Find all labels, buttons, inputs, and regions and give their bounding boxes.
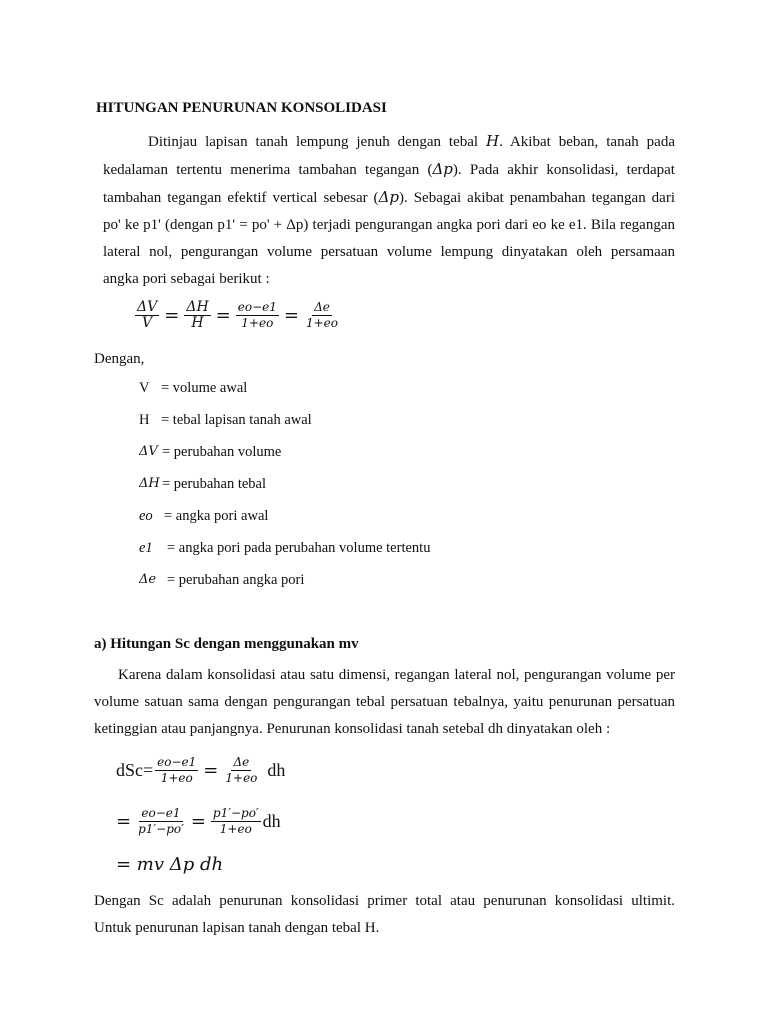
equation-lhs: dSc= xyxy=(116,760,154,780)
equation-dh: dh xyxy=(262,811,281,831)
equation-dsc xyxy=(116,755,285,786)
paragraph-line-2: volume satuan sama dengan pengurangan tebal persatuan tebalnya, yaitu penurunan persatuan xyxy=(94,694,675,710)
equals-sign: = xyxy=(116,811,132,832)
equation-pressure-form xyxy=(116,806,281,837)
fraction-dh-h: $\frac{\Delta H}{H}$ xyxy=(186,299,209,331)
fraction-e0-e1: $\frac{eo-e1}{1+eo}$ xyxy=(237,300,277,330)
paragraph-consolidation xyxy=(94,662,675,743)
fraction-de: $\frac{\Delta e}{1+eo}$ xyxy=(305,300,338,330)
definition-item: e1 = angka pori pada perubahan volume tertentu xyxy=(139,540,431,556)
equals-sign: = xyxy=(203,760,219,781)
intro-line-6: angka pori sebagai berikut : xyxy=(103,271,270,287)
intro-line-3: tambahan tegangan efektif vertical sebesar (Δp). Sebagai akibat penambahan tegangan dari xyxy=(103,188,675,206)
definition-item: H = tebal lapisan tanah awal xyxy=(139,412,312,428)
definition-item: eo = angka pori awal xyxy=(139,508,269,524)
definitions-list xyxy=(139,380,430,604)
fraction-e0-e1-over-p: $\frac{eo-e1}{p1'-po'}$ xyxy=(138,806,184,836)
intro-paragraph xyxy=(103,128,675,293)
paragraph-line-1: Karena dalam konsolidasi atau satu dimensi, regangan lateral nol, pengurangan volume per xyxy=(118,667,675,683)
definition-item: ΔH = perubahan tebal xyxy=(139,476,266,492)
fraction-p-over-e: $\frac{p1'-po'}{1+eo}$ xyxy=(212,806,259,836)
definition-item: V = volume awal xyxy=(139,380,248,396)
intro-line-4: po' ke p1' (dengan p1' = po' + Δp) terjadi pengurangan angka pori dari eo ke e1. Bila regangan xyxy=(103,217,675,233)
fraction-e0-e1: $\frac{eo-e1}{1+eo}$ xyxy=(157,755,197,785)
paragraph-sc-definition xyxy=(94,888,675,942)
equals-sign: = xyxy=(164,305,180,326)
intro-line-2: kedalaman tertentu menerima tambahan tegangan (Δp). Pada akhir konsolidasi, terdapat xyxy=(103,160,675,178)
fraction-dv-v: $\frac{\Delta V}{V}$ xyxy=(137,299,158,331)
intro-line-1: Ditinjau lapisan tanah lempung jenuh dengan tebal H. Akibat beban, tanah pada xyxy=(148,132,675,150)
paragraph-line-1: Dengan Sc adalah penurunan konsolidasi primer total atau penurunan konsolidasi ultimit. xyxy=(94,893,675,909)
fraction-de: $\frac{\Delta e}{1+eo}$ xyxy=(225,755,258,785)
equals-sign: = xyxy=(215,305,231,326)
equation-mv: = mv Δp dh xyxy=(116,854,224,875)
page-title: HITUNGAN PENURUNAN KONSOLIDASI xyxy=(96,100,387,116)
equals-sign: = xyxy=(190,811,206,832)
section-heading-a: a) Hitungan Sc dengan menggunakan mv xyxy=(94,636,359,652)
equals-sign: = xyxy=(283,305,299,326)
equation-dh: dh xyxy=(267,760,286,780)
paragraph-line-2: Untuk penurunan lapisan tanah dengan tebal H. xyxy=(94,920,380,936)
intro-line-5: lateral nol, pengurangan volume persatuan volume lempung dinyatakan oleh persamaan xyxy=(103,244,675,260)
paragraph-line-3: ketinggian atau panjangnya. Penurunan konsolidasi tanah setebal dh dinyatakan oleh : xyxy=(94,721,611,737)
equation-volume-ratio xyxy=(133,300,342,331)
definition-item: ΔV = perubahan volume xyxy=(139,444,282,460)
definition-item: Δe = perubahan angka pori xyxy=(139,572,305,588)
dengan-label: Dengan, xyxy=(94,351,145,367)
